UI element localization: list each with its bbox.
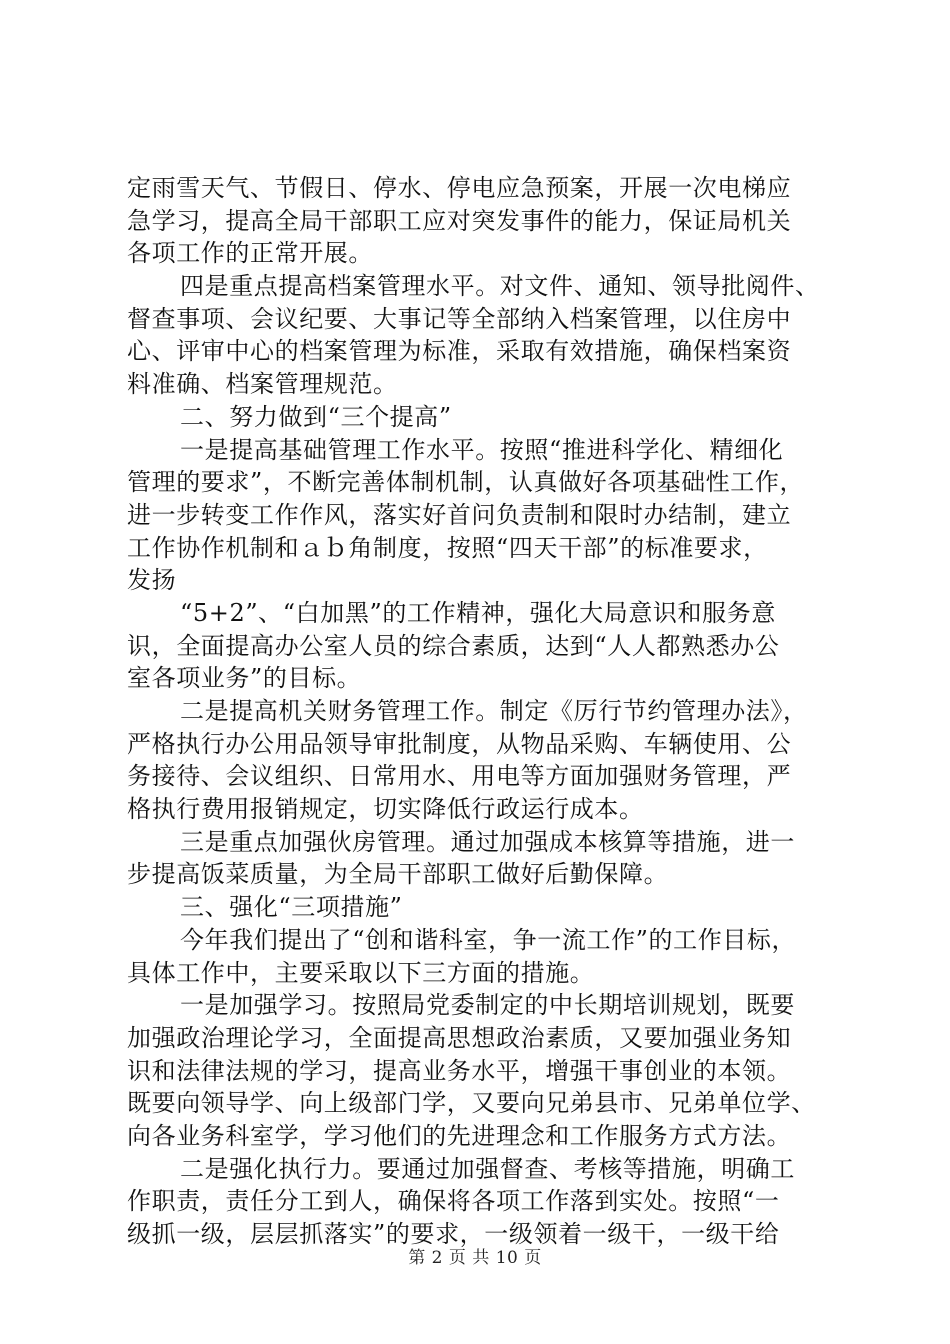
text-line: 室各项业务”的目标。 bbox=[127, 664, 362, 693]
text-line: 三是重点加强伙房管理。通过加强成本核算等措施，进一 bbox=[180, 827, 795, 856]
text-line: 发扬 bbox=[127, 566, 177, 595]
text-line: 四是重点提高档案管理水平。对文件、通知、领导批阅件、 bbox=[180, 272, 820, 301]
text-line: 工作协作机制和ａｂ角制度，按照“四天干部”的标准要求， bbox=[127, 533, 768, 562]
text-line: 料准确、档案管理规范。 bbox=[127, 370, 398, 399]
text-line: 级抓一级，层层抓落实”的要求，一级领着一级干，一级干给 bbox=[127, 1220, 780, 1248]
text-line: 具体工作中，主要采取以下三方面的措施。 bbox=[127, 958, 595, 987]
document-body bbox=[127, 172, 827, 1251]
text-line: 定雨雪天气、节假日、停水、停电应急预案，开展一次电梯应 bbox=[127, 174, 792, 202]
text-line: 管理的要求”，不断完善体制机制，认真做好各项基础性工作， bbox=[127, 468, 805, 497]
text-line: 加强政治理论学习，全面提高思想政治素质，又要加强业务知 bbox=[127, 1023, 792, 1052]
text-line: 心、评审中心的档案管理为标准，采取有效措施，确保档案资 bbox=[127, 337, 792, 366]
text-line: 识和法律法规的学习，提高业务水平，增强干事创业的本领。 bbox=[127, 1056, 792, 1085]
text-line: 既要向领导学、向上级部门学，又要向兄弟县市、兄弟单位学、 bbox=[127, 1089, 816, 1118]
text-line: 作职责，责任分工到人，确保将各项工作落到实处。按照“一 bbox=[127, 1187, 780, 1216]
text-line: “5+2”、“白加黑”的工作精神，强化大局意识和服务意 bbox=[180, 598, 776, 627]
text-line: 务接待、会议组织、日常用水、用电等方面加强财务管理，严 bbox=[127, 762, 792, 791]
text-line: 一是加强学习。按照局党委制定的中长期培训规划，既要 bbox=[180, 991, 795, 1020]
text-line: 二、努力做到“三个提高” bbox=[180, 402, 452, 431]
text-line: 格执行费用报销规定，切实降低行政运行成本。 bbox=[127, 795, 644, 824]
text-line: 各项工作的正常开展。 bbox=[127, 239, 373, 268]
text-line: 进一步转变工作作风，落实好首问负责制和限时办结制，建立 bbox=[127, 500, 792, 529]
text-line: 急学习，提高全局干部职工应对突发事件的能力，保证局机关 bbox=[127, 206, 792, 235]
text-line: 二是提高机关财务管理工作。制定《厉行节约管理办法》， bbox=[180, 697, 808, 725]
text-line: 识，全面提高办公室人员的综合素质，达到“人人都熟悉办公 bbox=[127, 631, 780, 660]
text-line: 今年我们提出了“创和谐科室，争一流工作”的工作目标， bbox=[180, 925, 797, 954]
page-footer: 第 2 页 共 10 页 bbox=[408, 1248, 542, 1268]
text-line: 向各业务科室学，学习他们的先进理念和工作服务方式方法。 bbox=[127, 1121, 792, 1150]
text-line: 二是强化执行力。要通过加强督查、考核等措施，明确工 bbox=[180, 1154, 795, 1183]
text-line: 步提高饭菜质量，为全局干部职工做好后勤保障。 bbox=[127, 860, 669, 889]
text-line: 严格执行办公用品领导审批制度，从物品采购、车辆使用、公 bbox=[127, 729, 792, 758]
text-line: 督查事项、会议纪要、大事记等全部纳入档案管理，以住房中 bbox=[127, 304, 792, 333]
text-line: 一是提高基础管理工作水平。按照“推进科学化、精细化 bbox=[180, 435, 784, 464]
text-line: 三、强化“三项措施” bbox=[180, 893, 403, 922]
